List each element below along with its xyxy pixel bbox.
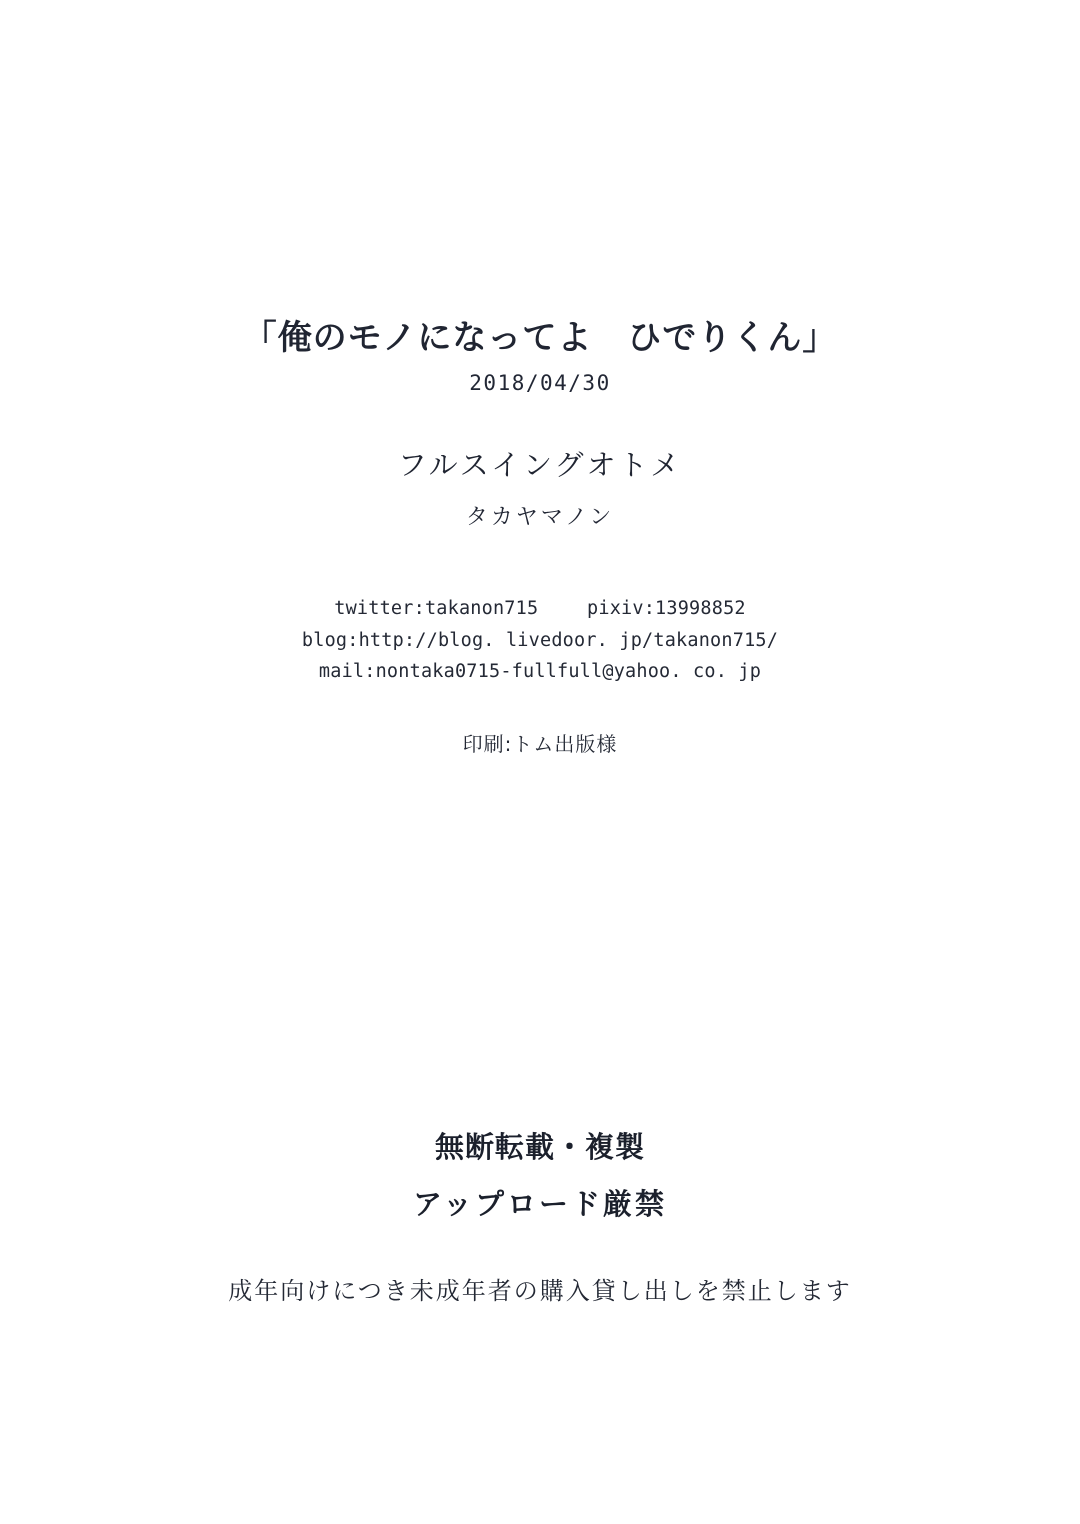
pixiv-id: pixiv:13998852: [587, 597, 746, 619]
contact-info: [0, 593, 1080, 688]
work-title: 「俺のモノになってよ ひでりくん」: [242, 318, 838, 358]
legal-notices: [0, 1125, 1080, 1306]
printer-credit: 印刷:トム出版様: [462, 732, 618, 757]
colophon-block: [0, 318, 1080, 757]
notice-no-reprint: 無断転載・複製: [434, 1130, 645, 1164]
mail-address: mail:nontaka0715-fullfull@yahoo. co. jp: [318, 661, 762, 683]
author-name: タカヤマノン: [465, 504, 615, 530]
notice-no-upload: アップロード厳禁: [413, 1187, 667, 1221]
circle-name: フルスイングオトメ: [397, 447, 683, 482]
contact-line-social: [0, 593, 1080, 625]
notice-adults-only: 成年向けにつき未成年者の購入貸し出しを禁止します: [228, 1277, 852, 1305]
publication-date: 2018/04/30: [469, 370, 611, 395]
twitter-handle: twitter:takanon715: [334, 597, 539, 619]
blog-url: blog:http://blog. livedoor. jp/takanon715/: [301, 629, 779, 651]
